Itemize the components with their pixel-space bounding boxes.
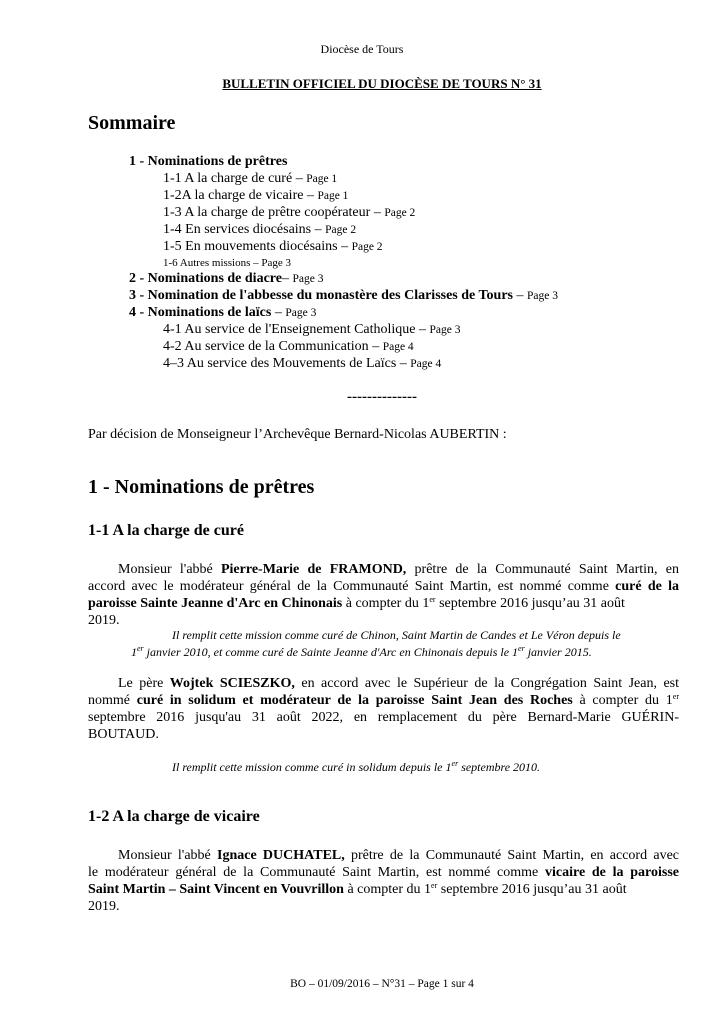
text: Le père: [118, 676, 170, 691]
paragraph-duchatel: [88, 847, 679, 915]
note-scieszko: [88, 759, 679, 776]
text: septembre 2016 jusqu'au 31 août 2022, en remplacement du père Bernard-Marie GUÉRIN-: [88, 710, 679, 725]
text: Monsieur l'abbé: [118, 848, 218, 863]
toc-entry-page: Page 2: [384, 207, 416, 219]
page-footer: BO – 01/09/2016 – N°31 – Page 1 sur 4: [290, 978, 474, 990]
toc-entry[interactable]: 1-3 A la charge de prêtre coopérateur – Page 2: [163, 205, 416, 220]
text: nommé: [88, 693, 137, 708]
superscript: er: [431, 881, 438, 890]
text: septembre 2010.: [458, 760, 541, 774]
role: curé de la: [615, 579, 679, 594]
toc-entry-label: 1-1 A la charge de curé: [163, 171, 293, 186]
text: à compter du 1: [342, 596, 430, 611]
toc-entry[interactable]: 4 - Nominations de laïcs – Page 3: [129, 305, 317, 320]
toc-entry-page: Page 3: [429, 324, 461, 336]
toc-entry-page: Page 4: [410, 358, 442, 370]
toc-entry-label: 2 - Nominations de diacre: [129, 271, 282, 286]
separator-line: --------------: [347, 389, 417, 405]
superscript: er: [451, 759, 459, 768]
toc-entry-page: Page 1: [317, 190, 349, 202]
text: janvier 2010, et comme curé de Sainte Jeanne d'Arc en Chinonais depuis le 1: [143, 645, 519, 659]
paragraph-framond: [88, 561, 679, 629]
toc-entry-label: 4–3 Au service des Mouvements de Laïcs: [163, 356, 397, 371]
toc-entry-page: Page 2: [351, 241, 383, 253]
toc-entry[interactable]: 4–3 Au service des Mouvements de Laïcs – Page 4: [163, 356, 442, 371]
toc-entry[interactable]: [129, 153, 287, 170]
role: curé in solidum et modérateur de la paroisse Saint Jean des Roches: [136, 693, 573, 708]
text: septembre 2016 jusqu’au 31 août: [437, 882, 627, 897]
superscript: er: [672, 692, 679, 701]
paragraph-scieszko: [88, 675, 679, 743]
toc-entry-label: 1-6 Autres missions: [163, 257, 251, 269]
toc-entry[interactable]: 1-4 En services diocésains – Page 2: [163, 222, 357, 237]
superscript: er: [518, 644, 525, 653]
person-name: Ignace DUCHATEL,: [217, 848, 345, 863]
toc-entry-page: Page 3: [285, 307, 317, 319]
text: 1: [131, 645, 137, 659]
text: 2019.: [88, 613, 120, 628]
text: prêtre de la Communauté Saint Martin, en: [406, 562, 679, 577]
note-line: Il remplit cette mission comme curé de Chinon, Saint Martin de Candes et Le Véron depuis le: [172, 628, 621, 642]
toc-entry-label: 1-3 A la charge de prêtre coopérateur: [163, 205, 371, 220]
superscript: er: [429, 595, 436, 604]
role: vicaire de la paroisse: [544, 865, 679, 880]
toc-entry[interactable]: 1-2A la charge de vicaire – Page 1: [163, 188, 349, 203]
text: janvier 2015.: [524, 645, 592, 659]
section-heading: 1 - Nominations de prêtres: [88, 476, 315, 498]
parish-name: paroisse Sainte Jeanne d'Arc en Chinonais: [88, 596, 343, 611]
text: le modérateur général de la Communauté Saint Martin, est nommé comme: [88, 865, 545, 880]
toc-entry-label: 3 - Nomination de l'abbesse du monastère des Clarisses de Tours: [129, 288, 514, 303]
text: 2019.: [88, 899, 120, 914]
text: Monsieur l'abbé: [118, 562, 221, 577]
subsection-heading: 1-1 A la charge de curé: [88, 522, 244, 539]
superscript: er: [137, 644, 144, 653]
parish-name: Saint Martin – Saint Vincent en Vouvrillon: [88, 882, 344, 897]
toc-entry-label: 1-2A la charge de vicaire: [163, 188, 304, 203]
toc-entry-page: Page 3: [292, 273, 324, 285]
toc-entry-label: 1-5 En mouvements diocésains: [163, 239, 338, 254]
toc-entry-page: Page 1: [306, 173, 338, 185]
bulletin-title: BULLETIN OFFICIEL DU DIOCÈSE DE TOURS N° 31: [222, 76, 542, 91]
toc-entry[interactable]: 1-1 A la charge de curé – Page 1: [163, 171, 338, 186]
toc-entry-page: Page 3: [527, 290, 558, 302]
toc-entry-label: 1 - Nominations de prêtres: [129, 154, 288, 169]
toc-entry[interactable]: 4-2 Au service de la Communication – Page 4: [163, 339, 414, 354]
toc-entry[interactable]: 3 - Nomination de l'abbesse du monastère des Clarisses de Tours – Page 3: [129, 288, 558, 303]
toc-entry[interactable]: 1-6 Autres missions – Page 3: [163, 257, 292, 269]
page-header: Diocèse de Tours: [320, 42, 404, 56]
toc-entry[interactable]: 2 - Nominations de diacre– Page 3: [129, 271, 324, 286]
person-name: Pierre-Marie de FRAMOND,: [220, 562, 407, 577]
subsection-heading: 1-2 A la charge de vicaire: [88, 808, 260, 825]
text: BOUTAUD.: [88, 727, 159, 742]
text: Il remplit cette mission comme curé in solidum depuis le 1: [172, 760, 452, 774]
text: prêtre de la Communauté Saint Martin, en accord avec: [344, 848, 679, 863]
decision-statement: Par décision de Monseigneur l’Archevêque Bernard-Nicolas AUBERTIN :: [88, 427, 507, 442]
toc-entry-label: 1-4 En services diocésains: [163, 222, 312, 237]
toc-entry-page: Page 4: [382, 341, 414, 353]
toc-entry[interactable]: 1-5 En mouvements diocésains – Page 2: [163, 239, 383, 254]
text: en accord avec le Supérieur de la Congrégation Saint Jean, est: [294, 676, 679, 691]
toc-entry-label: 4-2 Au service de la Communication: [163, 339, 369, 354]
summary-heading: Sommaire: [88, 112, 176, 134]
toc-entry-label: 4-1 Au service de l'Enseignement Catholique: [163, 322, 416, 337]
text: accord avec le modérateur général de la Communauté Saint Martin, est nommé comme: [88, 579, 616, 594]
person-name: Wojtek SCIESZKO,: [169, 676, 295, 691]
toc-entry-page: Page 3: [261, 257, 292, 269]
note-framond: [88, 627, 679, 661]
toc-entry-label: 4 - Nominations de laïcs: [129, 305, 272, 320]
text: à compter du 1: [572, 693, 673, 708]
toc-entry-page: Page 2: [325, 224, 357, 236]
toc-entry[interactable]: 4-1 Au service de l'Enseignement Catholique – Page 3: [163, 322, 461, 337]
text: à compter du 1: [343, 882, 432, 897]
text: septembre 2016 jusqu’au 31 août: [435, 596, 625, 611]
